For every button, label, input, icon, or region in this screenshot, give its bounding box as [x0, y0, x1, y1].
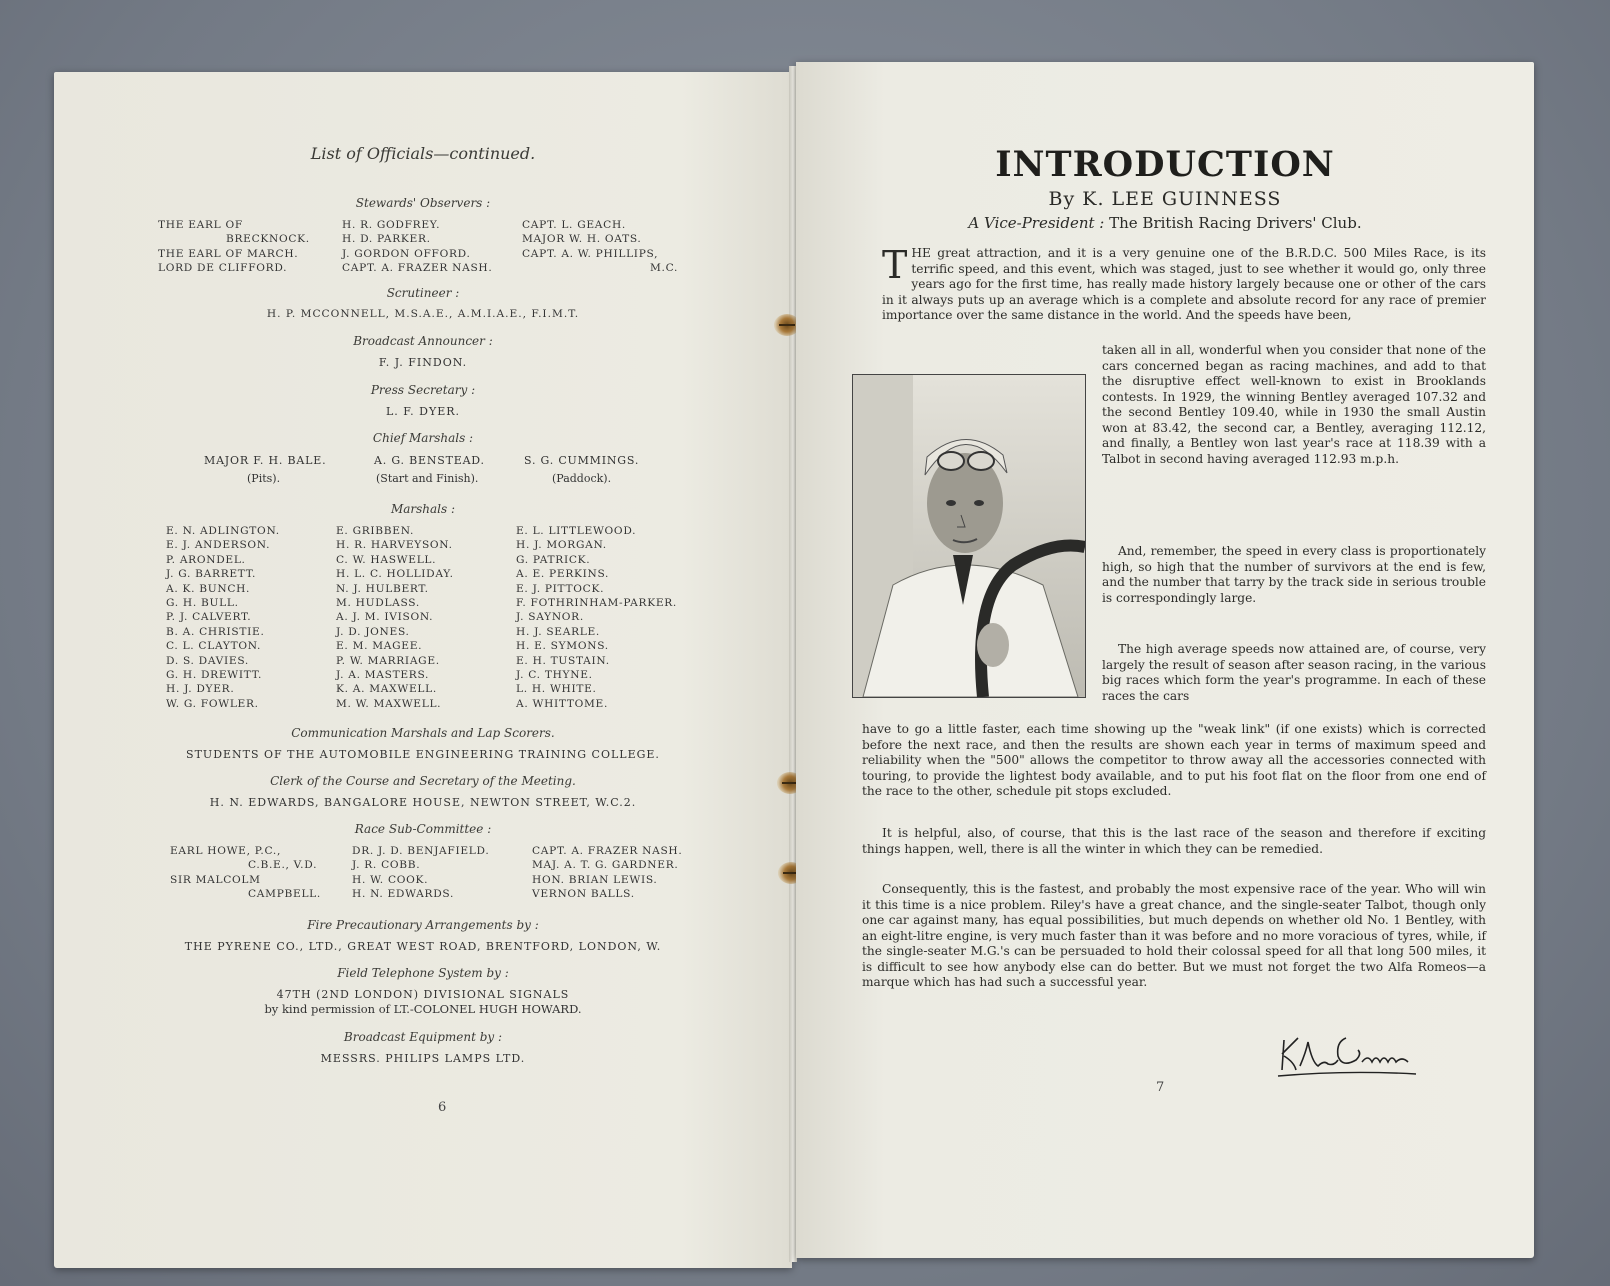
paragraph-3: The high average speeds now attained are, of course, very largely the result of season after season racing, in the various big races which form the year's programme. In each of these races the cars [1102, 642, 1486, 703]
paragraph-5: Consequently, this is the fastest, and probably the most expensive race of the year. Who will win it this time is a nice problem. Riley's have a great chance, and the single-seater Talbot, though only one car against many, has equal possibilities, but much depends on whether old No. 1 Bentley, with an eight-litre engine, is very much faster than it was before and no more voracious of tyres, while, if the single-seater M.G.'s can be persuaded to hold their colossal speed for all that long 500 miles, it is difficult to see how anybody else can do better. But we must not forget the two Alfa Romeos—a marque which has had such a successful year. [862, 882, 1486, 989]
signature [1276, 1032, 1426, 1082]
paragraph-2: And, remember, the speed in every class is proportionately high, so high that the number of survivors at the end is few, and the number that tarry by the track side in serious trouble is correspondingly large. [1102, 544, 1486, 605]
paragraph-1-continued: taken all in all, wonderful when you consider that none of the cars concerned began as racing machines, and add to that the disruptive effect well-known to exist in Brooklands contests. In 1929, the winning Bentley averaged 107.32 and the second Bentley 109.40, while in 1930 the small Austin won at 83.42, the second car, a Bentley, averaging 112.12, and finally, a Bentley won last year's race at 118.39 with a Talbot in second having averaged 112.93 m.p.h. [1102, 343, 1486, 466]
byline: By K. LEE GUINNESS [1048, 188, 1282, 210]
press-secretary-label: Press Secretary : [370, 383, 476, 397]
race-sub-committee-label: Race Sub-Committee : [354, 822, 492, 836]
fire-value: THE PYRENE CO., LTD., GREAT WEST ROAD, BRENTFORD, LONDON, W. [184, 940, 662, 953]
telephone-value-2: by kind permission of LT.-COLONEL HUGH HOWARD. [264, 1002, 582, 1016]
chief-marshal-role-2: (Start and Finish). [376, 472, 479, 485]
chief-marshal-3: S. G. CUMMINGS. [524, 454, 640, 467]
stewards-col-2: H. R. GODFREY. H. D. PARKER. J. GORDON OFFORD. CAPT. A. FRAZER NASH. [342, 219, 493, 275]
chief-marshal-1: MAJOR F. H. BALE. [204, 454, 327, 467]
press-secretary-value: L. F. DYER. [385, 405, 461, 418]
drop-cap: T [882, 246, 908, 287]
scrutineer-value: H. P. MCCONNELL, M.S.A.E., A.M.I.A.E., F.I.M.T. [266, 308, 580, 320]
telephone-label: Field Telephone System by : [337, 966, 509, 980]
communication-value: STUDENTS OF THE AUTOMOBILE ENGINEERING TRAINING COLLEGE. [186, 748, 660, 761]
left-page [54, 72, 792, 1268]
paragraph-3-continued: have to go a little faster, each time showing up the "weak link" (if one exists) which is corrected before the next race, and then the results are shown each year in terms of maximum speed and reliability when the "500" allows the competitor to throw away all the accessories connected with touring, to provide the lightest body available, and to put his foot flat on the floor from one end of the race to the other, schedule pit stops excluded. [862, 722, 1486, 798]
right-page [796, 62, 1534, 1258]
clerk-label: Clerk of the Course and Secretary of the Meeting. [270, 774, 576, 788]
marshals-col-1: E. N. ADLINGTON. E. J. ANDERSON. P. ARONDEL. J. G. BARRETT. A. K. BUNCH. G. H. BULL. P. J. CALVERT. B. A. CHRISTIE. C. L. CLAYTON. D. S. DAVIES. G. H. DREWITT. H. J. DYER. W. G. FOWLER. [166, 525, 280, 710]
communication-label: Communication Marshals and Lap Scorers. [291, 726, 555, 740]
broadcast-announcer-value: F. J. FINDON. [378, 356, 468, 369]
committee-col-2: DR. J. D. BENJAFIELD. J. R. COBB. H. W. COOK. H. N. EDWARDS. [352, 845, 490, 901]
marshals-col-2: E. GRIBBEN. H. R. HARVEYSON. C. W. HASWELL. H. L. C. HOLLIDAY. N. J. HULBERT. M. HUDLASS. A. J. M. IVISON. J. D. JONES. E. M. MAGEE. P. W. MARRIAGE. J. A. MASTERS. K. A. MAXWELL. M. W. MAXWELL. [336, 525, 454, 710]
broadcast-equipment-value: MESSRS. PHILIPS LAMPS LTD. [320, 1052, 526, 1065]
portrait-photo [852, 374, 1086, 698]
marshals-label: Marshals : [390, 502, 456, 516]
paragraph-4: It is helpful, also, of course, that this is the last race of the season and therefore if exciting things happen, well, there is all the winter in which they can be remedied. [862, 826, 1486, 856]
vice-president-line: A Vice-President : The British Racing Drivers' Club. [968, 214, 1362, 232]
broadcast-announcer-label: Broadcast Announcer : [353, 334, 493, 348]
officials-heading: List of Officials—continued. [310, 144, 536, 163]
scrutineer-label: Scrutineer : [386, 286, 460, 300]
article-title: INTRODUCTION [995, 144, 1335, 185]
committee-col-1: EARL HOWE, P.C., C.B.E., V.D. SIR MALCOLM CAMPBELL. [170, 845, 321, 901]
paragraph-1: THE great attraction, and it is a very genuine one of the B.R.D.C. 500 Miles Race, is its terrific speed, and this event, which was staged, just to see whether it would go, only three years ago for the first time, has really made history largely because one or other of the cars in it always puts up an average which is a complete and absolute record for any race of premier importance over the same distance in the world. And the speeds have been, [882, 246, 1486, 322]
stewards-col-3: CAPT. L. GEACH. MAJOR W. H. OATS. CAPT. A. W. PHILLIPS, M.C. [522, 219, 679, 275]
stewards-col-1: THE EARL OF BRECKNOCK. THE EARL OF MARCH. LORD DE CLIFFORD. [158, 219, 310, 275]
chief-marshals-label: Chief Marshals : [372, 431, 474, 445]
fire-label: Fire Precautionary Arrangements by : [307, 918, 539, 932]
marshals-col-3: E. L. LITTLEWOOD. H. J. MORGAN. G. PATRICK. A. E. PERKINS. E. J. PITTOCK. F. FOTHRINHAM-PARKER. J. SAYNOR. H. J. SEARLE. H. E. SYMONS. E. H. TUSTAIN. J. C. THYNE. L. H. WHITE. A. WHITTOME. [516, 525, 677, 710]
chief-marshal-role-1: (Pits). [247, 472, 281, 485]
page-number-left: 6 [438, 1100, 447, 1115]
clerk-value: H. N. EDWARDS, BANGALORE HOUSE, NEWTON STREET, W.C.2. [209, 796, 637, 809]
broadcast-equipment-label: Broadcast Equipment by : [343, 1030, 503, 1044]
committee-col-3: CAPT. A. FRAZER NASH. MAJ. A. T. G. GARDNER. HON. BRIAN LEWIS. VERNON BALLS. [532, 845, 683, 901]
stewards-observers-label: Stewards' Observers : [355, 196, 491, 210]
telephone-value-1: 47TH (2ND LONDON) DIVISIONAL SIGNALS [276, 988, 570, 1001]
chief-marshal-role-3: (Paddock). [552, 472, 612, 485]
page-number-right: 7 [1156, 1080, 1165, 1095]
chief-marshal-2: A. G. BENSTEAD. [374, 454, 485, 467]
